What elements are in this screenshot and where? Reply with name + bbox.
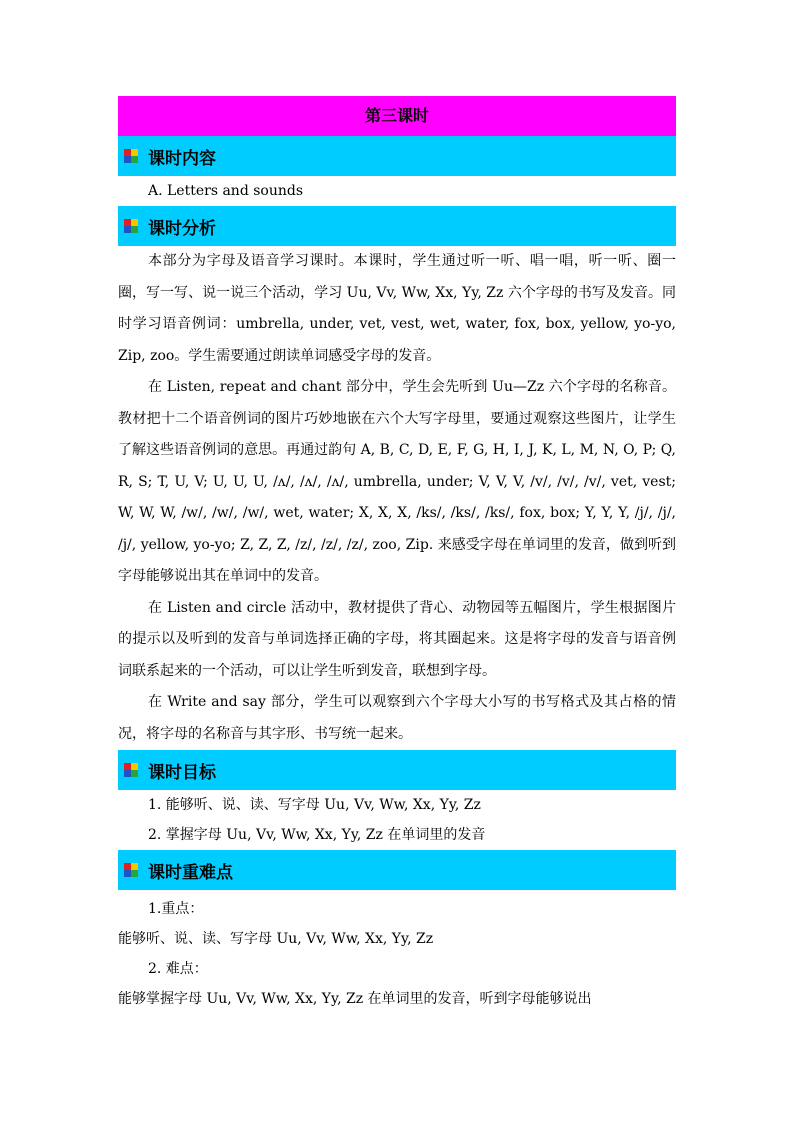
objective-item: 1. 能够听、说、读、写字母 Uu, Vv, Ww, Xx, Yy, Zz (148, 797, 481, 813)
section-heading-label: 课时重难点 (148, 862, 233, 883)
section-heading-content (118, 136, 676, 176)
book-icon (124, 149, 138, 163)
section-heading-objectives (118, 750, 676, 790)
difficulty-text: 能够掌握字母 Uu, Vv, Ww, Xx, Yy, Zz 在单词里的发音，听到字母能够说出 (118, 991, 592, 1007)
content-item: A. Letters and sounds (148, 183, 304, 199)
analysis-paragraph: 在 Write and say 部分，学生可以观察到六个字母大小写的书写格式及其占格的情况，将字母的名称音与其字形、书写统一起来。 (118, 694, 676, 742)
book-icon (124, 219, 138, 233)
lesson-page (118, 96, 676, 1014)
analysis-paragraph: 在 Listen and circle 活动中，教材提供了背心、动物园等五幅图片，学生根据图片的提示以及听到的发音与单词选择正确的字母，将其圈起来。这是将字母的发音与语音例词联系起来的一个活动，可以让学生听到发音，联想到字母。 (118, 599, 676, 679)
key-label: 1.重点： (148, 901, 204, 917)
section-heading-keypoints (118, 850, 676, 890)
section-heading-label: 课时内容 (148, 148, 216, 169)
key-text: 能够听、说、读、写字母 Uu, Vv, Ww, Xx, Yy, Zz (118, 931, 434, 947)
book-icon (124, 863, 138, 877)
page-title: 第三课时 (118, 96, 676, 136)
difficulty-label: 2. 难点： (148, 961, 208, 977)
section-heading-label: 课时目标 (148, 762, 216, 783)
book-icon (124, 763, 138, 777)
analysis-paragraph: 本部分为字母及语音学习课时。本课时，学生通过听一听、唱一唱，听一听、圈一圈，写一写、说一说三个活动，学习 Uu, Vv, Ww, Xx, Yy, Zz 六个字母的书写及发音。同时学习语音例词：umbrella, under, vet, vest, wet, water, fox, box, yellow, yo-yo, Zip, zoo。学生需要通过朗读单词感受字母的发音。 (118, 253, 676, 364)
section-heading-label: 课时分析 (148, 218, 216, 239)
section-heading-analysis (118, 206, 676, 246)
objective-item: 2. 掌握字母 Uu, Vv, Ww, Xx, Yy, Zz 在单词里的发音 (148, 827, 486, 843)
analysis-paragraph: 在 Listen, repeat and chant 部分中，学生会先听到 Uu—Zz 六个字母的名称音。教材把十二个语音例词的图片巧妙地嵌在六个大写字母里，要通过观察这些图片，让学生了解这些语音例词的意思。再通过韵句 A, B, C, D, E, F, G, H, I, J, K, L, M, N, O, P; Q, R, S; T, U, V; U, U, U, /ʌ/, /ʌ/, /ʌ/, umbrella, under; V, V, V, /v/, /v/, /v/, vet, vest; W, W, W, /w/, /w/, /w/, wet, water; X, X, X, /ks/, /ks/, /ks/, fox, box; Y, Y, Y, /j/, /j/, /j/, yellow, yo-yo; Z, Z, Z, /z/, /z/, /z/, zoo, Zip. 来感受字母在单词里的发音，做到听到字母能够说出其在单词中的发音。 (118, 379, 676, 584)
